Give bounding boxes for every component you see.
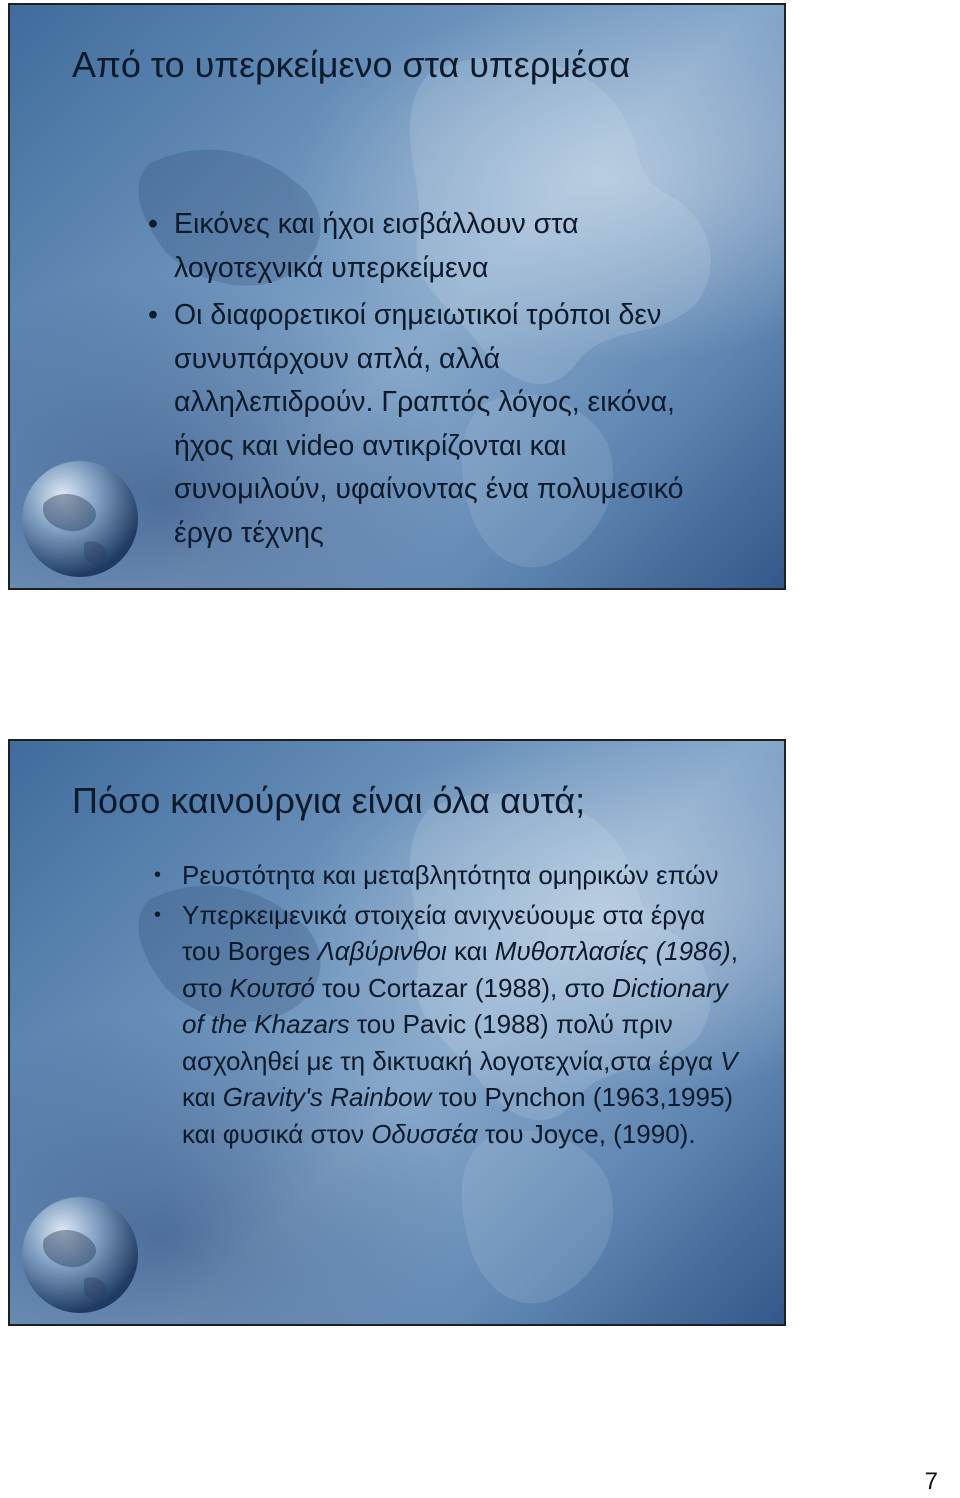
work-title: V [720, 1045, 738, 1076]
bullet-list [142, 203, 702, 559]
bullet-text: Υπερκειμενικά στοιχεία ανιχνεύουμε στα έργα του Borges Λαβύρινθοι και Μυθοπλασίες (1986), στο Κουτσό του Cortazar (1988), στο Dictionary of the Khazars του Pavic (1988) πολύ πριν ασχοληθεί με τη δικτυακή λογοτεχνία,στα έργα V και Gravity's Rainbow του Pynchon (1963,1995) και φυσικά στον Οδυσσέα του Joyce, (1990). [182, 899, 738, 1149]
bullet-item [150, 857, 750, 894]
bullet-icon: • [148, 299, 158, 331]
slide-title: Από το υπερκείμενο στα υπερμέσα [72, 44, 631, 85]
work-title: Λαβύρινθοι [317, 936, 447, 966]
globe-icon [14, 453, 146, 585]
bullet-icon: • [154, 903, 162, 926]
work-title: Dictionary of the Khazars [182, 972, 728, 1039]
slide-1 [8, 3, 786, 590]
bullet-icon: • [148, 208, 158, 240]
work-title: Οδυσσέα [371, 1118, 478, 1149]
bullet-item [142, 203, 702, 290]
bullet-text: Ρευστότητα και μεταβλητότητα ομηρικών επών [182, 860, 719, 890]
page-number: 7 [924, 1468, 938, 1495]
work-title: Μυθοπλασίες (1986) [494, 936, 731, 966]
slide-2 [8, 739, 786, 1326]
work-title: Gravity's Rainbow [222, 1082, 432, 1112]
bullet-icon: • [154, 864, 162, 886]
bullet-text: Εικόνες και ήχοι εισβάλλουν στα λογοτεχνικά υπερκείμενα [174, 208, 579, 284]
bullet-item [142, 294, 702, 555]
slide-title: Πόσο καινούργια είναι όλα αυτά; [72, 780, 586, 821]
globe-icon [14, 1189, 146, 1321]
bullet-text: Οι διαφορετικοί σημειωτικοί τρόποι δεν συνυπάρχουν απλά, αλλά αλληλεπιδρούν. Γραπτός λόγος, εικόνα, ήχος και video αντικρίζονται και συνομιλούν, υφαίνοντας ένα πολυμεσικό έργο τέχνης [174, 299, 684, 549]
work-title: Κουτσό [229, 972, 315, 1003]
bullet-list [150, 857, 750, 1155]
bullet-item [150, 897, 750, 1153]
